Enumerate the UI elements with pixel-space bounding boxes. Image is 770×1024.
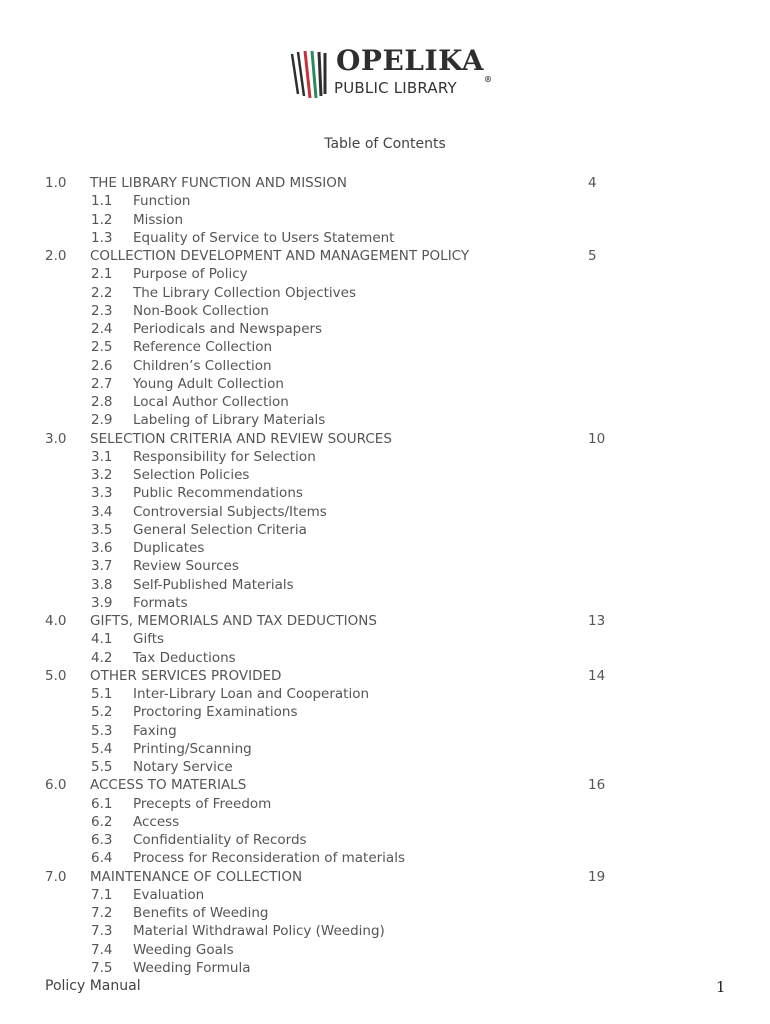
toc-subsection-row xyxy=(0,521,770,539)
toc-label: Inter-Library Loan and Cooperation xyxy=(133,686,370,702)
toc-section-row xyxy=(0,247,770,265)
toc-number: 4.0 xyxy=(45,613,67,629)
toc-label: Review Sources xyxy=(133,558,239,575)
toc-label: Duplicates xyxy=(133,540,205,556)
toc-label: General Selection Criteria xyxy=(133,521,307,538)
toc-number: 1.1 xyxy=(91,193,113,210)
toc-page-number: 14 xyxy=(588,667,606,684)
toc-label: Controversial Subjects/Items xyxy=(133,503,327,520)
toc-number: 2.5 xyxy=(91,339,113,356)
toc-number: 2.1 xyxy=(91,266,113,283)
toc-subsection-row xyxy=(0,448,770,466)
toc-number: 2.8 xyxy=(91,394,113,410)
toc-label: Children’s Collection xyxy=(133,357,272,374)
toc-number: 2.2 xyxy=(91,284,113,301)
toc-number: 3.2 xyxy=(91,467,113,483)
toc-subsection-row xyxy=(0,320,770,338)
toc-subsection-row xyxy=(0,630,770,648)
toc-subsection-row xyxy=(0,375,770,393)
toc-label: OTHER SERVICES PROVIDED xyxy=(90,667,282,684)
toc-number: 7.2 xyxy=(91,905,113,921)
toc-number: 5.2 xyxy=(91,704,113,721)
toc-subsection-row xyxy=(0,411,770,429)
toc-subsection-row xyxy=(0,959,770,977)
toc-number: 4.1 xyxy=(91,631,113,648)
toc-number: 6.3 xyxy=(91,832,113,848)
toc-number: 7.0 xyxy=(45,868,67,885)
toc-label: Gifts xyxy=(133,631,165,648)
toc-label: Process for Reconsideration of materials xyxy=(133,850,405,867)
toc-number: 6.4 xyxy=(91,850,113,867)
toc-section-row xyxy=(0,667,770,685)
toc-label: The Library Collection Objectives xyxy=(133,284,357,301)
toc-label: Function xyxy=(133,193,191,210)
toc-subsection-row xyxy=(0,886,770,904)
toc-subsection-row xyxy=(0,338,770,356)
toc-label: Weeding Goals xyxy=(133,941,234,958)
toc-label: Material Withdrawal Policy (Weeding) xyxy=(133,923,385,940)
toc-number: 1.2 xyxy=(91,211,113,228)
toc-label: MAINTENANCE OF COLLECTION xyxy=(90,868,303,885)
toc-number: 1.3 xyxy=(91,229,113,246)
toc-label: Printing/Scanning xyxy=(133,740,252,757)
toc-label: GIFTS, MEMORIALS AND TAX DEDUCTIONS xyxy=(90,613,377,629)
toc-subsection-row xyxy=(0,484,770,502)
toc-number: 3.3 xyxy=(91,485,113,502)
toc-number: 3.5 xyxy=(91,521,113,538)
toc-number: 3.7 xyxy=(91,558,113,575)
toc-label: Purpose of Policy xyxy=(133,266,248,283)
toc-number: 5.4 xyxy=(91,740,113,757)
toc-number: 2.4 xyxy=(91,321,113,337)
toc-subsection-row xyxy=(0,211,770,229)
toc-label: Reference Collection xyxy=(133,339,273,356)
toc-number: 5.5 xyxy=(91,759,113,775)
toc-label: Faxing xyxy=(133,722,177,739)
toc-subsection-row xyxy=(0,284,770,302)
toc-section-row xyxy=(0,868,770,886)
toc-subsection-row xyxy=(0,904,770,922)
toc-number: 3.1 xyxy=(91,448,113,465)
toc-label: ACCESS TO MATERIALS xyxy=(90,777,247,794)
toc-subsection-row xyxy=(0,466,770,484)
toc-number: 3.8 xyxy=(91,576,113,593)
toc-subsection-row xyxy=(0,649,770,667)
toc-number: 3.0 xyxy=(45,430,67,447)
toc-page-number: 10 xyxy=(588,430,606,447)
table-of-contents xyxy=(0,174,770,977)
toc-label: Public Recommendations xyxy=(133,485,303,502)
toc-page-number: 5 xyxy=(588,248,597,264)
toc-section-row xyxy=(0,174,770,192)
toc-label: Weeding Formula xyxy=(133,959,251,976)
toc-subsection-row xyxy=(0,576,770,594)
footer-label: Policy Manual xyxy=(45,978,141,994)
toc-label: Evaluation xyxy=(133,886,205,903)
page-number: 1 xyxy=(716,978,726,996)
toc-number: 1.0 xyxy=(45,175,67,191)
toc-number: 5.1 xyxy=(91,686,113,702)
toc-number: 7.5 xyxy=(91,959,113,976)
toc-section-row xyxy=(0,776,770,794)
toc-subsection-row xyxy=(0,758,770,776)
toc-subsection-row xyxy=(0,922,770,940)
toc-label: Benefits of Weeding xyxy=(133,905,269,921)
toc-number: 6.2 xyxy=(91,813,113,830)
toc-subsection-row xyxy=(0,941,770,959)
logo-subtitle: PUBLIC LIBRARY xyxy=(334,79,457,97)
toc-label: COLLECTION DEVELOPMENT AND MANAGEMENT POLICY xyxy=(90,248,470,264)
library-logo xyxy=(288,44,493,102)
toc-subsection-row xyxy=(0,831,770,849)
toc-number: 7.3 xyxy=(91,923,113,940)
toc-label: Labeling of Library Materials xyxy=(133,412,326,429)
toc-number: 7.1 xyxy=(91,886,113,903)
toc-label: Equality of Service to Users Statement xyxy=(133,229,395,246)
toc-number: 7.4 xyxy=(91,941,113,958)
toc-page-number: 4 xyxy=(588,175,597,191)
toc-label: Formats xyxy=(133,594,188,611)
toc-subsection-row xyxy=(0,557,770,575)
toc-label: SELECTION CRITERIA AND REVIEW SOURCES xyxy=(90,430,392,447)
toc-number: 5.3 xyxy=(91,722,113,739)
toc-label: Non-Book Collection xyxy=(133,302,269,319)
toc-subsection-row xyxy=(0,594,770,612)
toc-number: 4.2 xyxy=(91,649,113,666)
toc-subsection-row xyxy=(0,192,770,210)
toc-label: Self-Published Materials xyxy=(133,576,294,593)
toc-subsection-row xyxy=(0,539,770,557)
toc-number: 2.0 xyxy=(45,248,67,264)
toc-subsection-row xyxy=(0,357,770,375)
toc-subsection-row xyxy=(0,795,770,813)
toc-number: 2.6 xyxy=(91,357,113,374)
toc-subsection-row xyxy=(0,703,770,721)
toc-subsection-row xyxy=(0,685,770,703)
toc-subsection-row xyxy=(0,302,770,320)
toc-label: Precepts of Freedom xyxy=(133,795,272,812)
toc-section-row xyxy=(0,612,770,630)
toc-subsection-row xyxy=(0,849,770,867)
toc-number: 3.6 xyxy=(91,540,113,556)
toc-subsection-row xyxy=(0,740,770,758)
toc-subsection-row xyxy=(0,265,770,283)
toc-number: 3.4 xyxy=(91,503,113,520)
toc-subsection-row xyxy=(0,393,770,411)
toc-subsection-row xyxy=(0,813,770,831)
toc-number: 6.1 xyxy=(91,795,113,812)
toc-page-number: 16 xyxy=(588,777,606,794)
toc-title: Table of Contents xyxy=(324,136,446,152)
toc-number: 6.0 xyxy=(45,777,67,794)
book-spines-icon xyxy=(288,48,328,100)
toc-label: Notary Service xyxy=(133,759,233,775)
toc-number: 3.9 xyxy=(91,594,113,611)
toc-number: 2.9 xyxy=(91,412,113,429)
toc-label: Confidentiality of Records xyxy=(133,832,307,848)
toc-number: 5.0 xyxy=(45,667,67,684)
toc-number: 2.3 xyxy=(91,302,113,319)
toc-label: Local Author Collection xyxy=(133,394,289,410)
toc-subsection-row xyxy=(0,229,770,247)
toc-section-row xyxy=(0,430,770,448)
logo-name: OPELIKA® xyxy=(336,44,493,84)
toc-label: Access xyxy=(133,813,180,830)
toc-label: Responsibility for Selection xyxy=(133,448,316,465)
toc-label: Young Adult Collection xyxy=(133,375,284,392)
toc-subsection-row xyxy=(0,503,770,521)
toc-label: Tax Deductions xyxy=(133,649,236,666)
toc-number: 2.7 xyxy=(91,375,113,392)
toc-page-number: 19 xyxy=(588,868,606,885)
toc-subsection-row xyxy=(0,722,770,740)
toc-label: Proctoring Examinations xyxy=(133,704,298,721)
toc-page-number: 13 xyxy=(588,613,606,629)
toc-label: Mission xyxy=(133,211,184,228)
toc-label: THE LIBRARY FUNCTION AND MISSION xyxy=(90,175,348,191)
toc-label: Selection Policies xyxy=(133,467,250,483)
toc-label: Periodicals and Newspapers xyxy=(133,321,323,337)
